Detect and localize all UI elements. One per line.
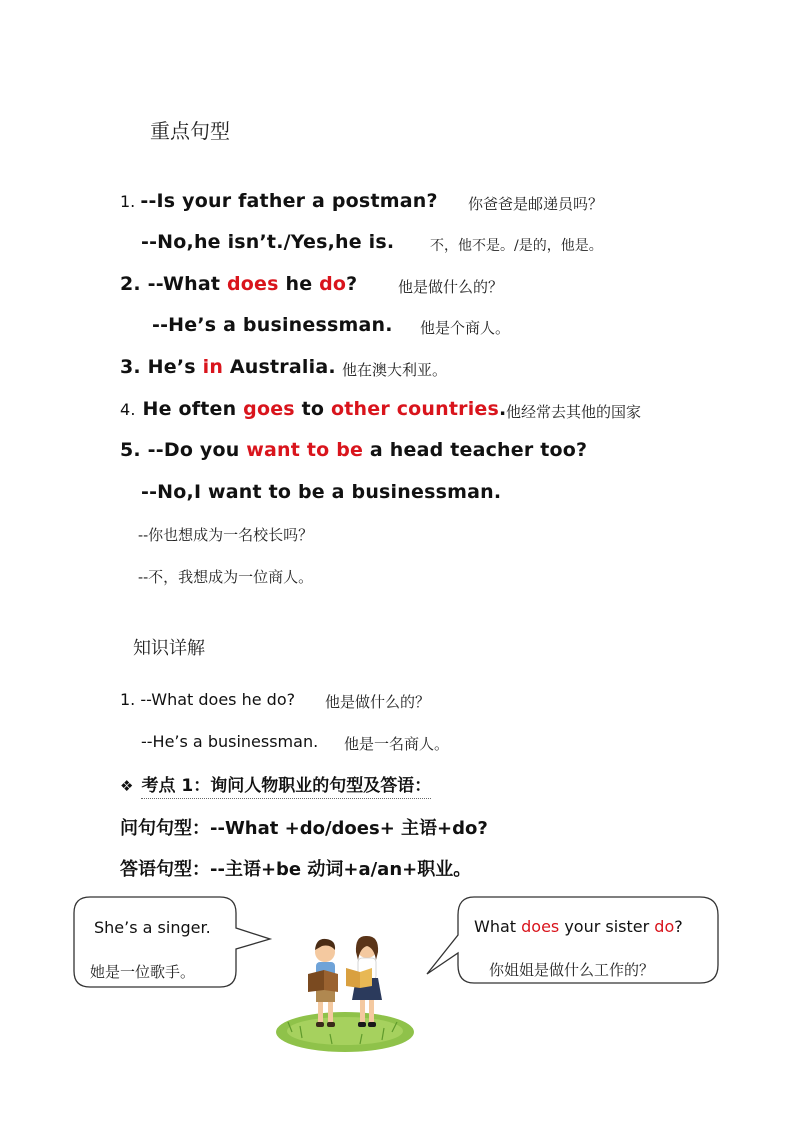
sentence-1-question	[120, 190, 438, 212]
highlight-word: want to be	[246, 439, 364, 461]
sentence-1-answer-translation: 不，他不是。/是的，他是。	[430, 238, 603, 254]
sentence-3	[120, 356, 336, 378]
highlight-word: do	[654, 917, 675, 936]
two-children-reading-icon	[272, 928, 418, 1058]
right-bubble-chinese: 你姐姐是做什么工作的？	[489, 961, 655, 979]
knowledge-example-question-translation: 他是做什么的？	[325, 693, 431, 711]
sentence-5-answer: --No,I want to be a businessman.	[141, 481, 502, 503]
sentence-1-question-translation: 你爸爸是邮递员吗？	[468, 195, 604, 213]
knowledge-example-answer: --He’s a businessman.	[141, 732, 319, 751]
highlight-word: in	[202, 356, 224, 378]
sentence-4	[120, 398, 506, 420]
sentence-text: he	[278, 273, 320, 295]
sentence-text: --What does he do?	[140, 690, 296, 709]
diamond-bullet-icon: ❖	[120, 777, 134, 795]
bubble-text: your sister	[559, 917, 655, 936]
highlight-word: other countries	[330, 398, 500, 420]
left-bubble-chinese: 她是一位歌手。	[90, 963, 196, 981]
highlight-word: does	[521, 917, 560, 936]
knowledge-example-question	[120, 690, 295, 709]
exam-point-label: 考点 1：询问人物职业的句型及答语：	[141, 776, 431, 799]
right-bubble-english	[474, 917, 683, 936]
bubble-text: ?	[674, 917, 683, 936]
section-title-key-sentences: 重点句型	[150, 119, 230, 143]
sentence-2-answer-translation: 他是个商人。	[420, 319, 511, 337]
sentence-3-translation: 他在澳大利亚。	[342, 361, 448, 379]
sentence-5-question	[120, 439, 587, 461]
bubble-text: What	[474, 917, 522, 936]
sentence-text: --Is your father a postman?	[140, 190, 438, 212]
sentence-5-answer-translation: --不，我想成为一位商人。	[138, 568, 314, 586]
sentence-text: ?	[346, 273, 358, 295]
answer-pattern: 答语句型：--主语+be 动词+a/an+职业。	[120, 859, 472, 880]
exam-point-1	[120, 771, 431, 796]
sentence-text: --What	[147, 273, 227, 295]
sentence-4-translation: 他经常去其他的国家	[506, 403, 642, 421]
sentence-text: He’s	[147, 356, 203, 378]
sentence-number: 5.	[120, 439, 141, 461]
sentence-number: 1.	[120, 192, 136, 211]
sentence-text: He often	[142, 398, 244, 420]
left-bubble-english: She’s a singer.	[94, 918, 211, 937]
sentence-text: .	[499, 398, 507, 420]
sentence-number: 2.	[120, 273, 141, 295]
sentence-number: 3.	[120, 356, 141, 378]
highlight-word: do	[319, 273, 347, 295]
sentence-text: --Do you	[147, 439, 247, 461]
sentence-2-question	[120, 273, 357, 295]
sentence-text: to	[294, 398, 331, 420]
sentence-1-answer: --No,he isn’t./Yes,he is.	[141, 231, 395, 253]
knowledge-example-answer-translation: 他是一名商人。	[344, 735, 450, 753]
sentence-number: 4.	[120, 400, 136, 419]
question-pattern: 问句句型：--What +do/does+ 主语+do?	[120, 818, 488, 839]
sentence-text: Australia.	[223, 356, 336, 378]
sentence-text: a head teacher too?	[363, 439, 588, 461]
sentence-5-question-translation: --你也想成为一名校长吗？	[138, 526, 314, 544]
highlight-word: does	[227, 273, 279, 295]
sentence-2-answer: --He’s a businessman.	[152, 314, 393, 336]
section-title-knowledge: 知识详解	[133, 638, 205, 659]
highlight-word: goes	[243, 398, 295, 420]
sentence-2-question-translation: 他是做什么的？	[398, 278, 504, 296]
sentence-number: 1.	[120, 690, 136, 709]
